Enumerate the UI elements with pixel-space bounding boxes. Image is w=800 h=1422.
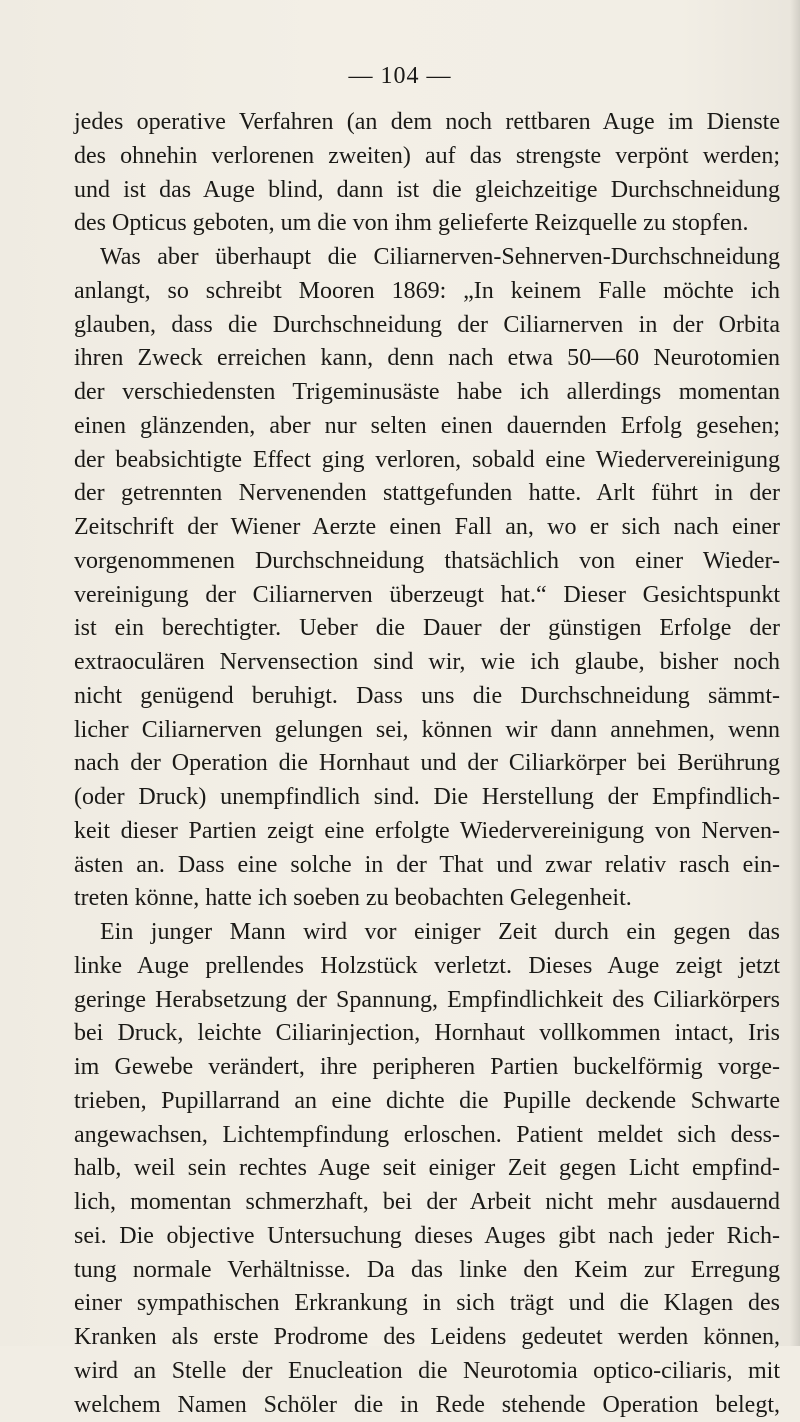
text-line: einen glänzenden, aber nur selten einen dauernden Erfolg gesehen; [74,410,780,444]
page-edge-shadow [790,0,800,1346]
paragraph-start-line: Was aber überhaupt die Ciliarnerven-Sehnerven-Durchschneidung [74,241,780,275]
text-line: glauben, dass die Durchschneidung der Ciliarnerven in der Orbita [74,309,780,343]
text-line: einer sympathischen Erkrankung in sich trägt und die Klagen des [74,1287,780,1321]
text-line: keit dieser Partien zeigt eine erfolgte Wiedervereinigung von Nerven- [74,815,780,849]
text-line: welchem Namen Schöler die in Rede stehende Operation belegt, [74,1389,780,1422]
text-line: vorgenommenen Durchschneidung thatsächlich von einer Wieder- [74,545,780,579]
text-line: sei. Die objective Untersuchung dieses Auges gibt nach jeder Rich- [74,1220,780,1254]
text-line: trieben, Pupillarrand an eine dichte die Pupille deckende Schwarte [74,1085,780,1119]
text-line: bei Druck, leichte Ciliarinjection, Hornhaut vollkommen intact, Iris [74,1017,780,1051]
text-line: im Gewebe verändert, ihre peripheren Partien buckelförmig vorge- [74,1051,780,1085]
text-line: halb, weil sein rechtes Auge seit einiger Zeit gegen Licht empfind- [74,1152,780,1186]
text-line: lich, momentan schmerzhaft, bei der Arbeit nicht mehr ausdauernd [74,1186,780,1220]
text-line: des Opticus geboten, um die von ihm gelieferte Reizquelle zu stopfen. [74,207,780,241]
text-line: nach der Operation die Hornhaut und der Ciliarkörper bei Berührung [74,747,780,781]
text-line: ist ein berechtigter. Ueber die Dauer der günstigen Erfolge der [74,612,780,646]
text-line: des ohnehin verlorenen zweiten) auf das strengste verpönt werden; [74,140,780,174]
text-line: nicht genügend beruhigt. Dass uns die Durchschneidung sämmt- [74,680,780,714]
text-line: (oder Druck) unempfindlich sind. Die Herstellung der Empfindlich- [74,781,780,815]
paragraph-start-line: Ein junger Mann wird vor einiger Zeit durch ein gegen das [74,916,780,950]
text-line: der getrennten Nervenenden stattgefunden hatte. Arlt führt in der [74,477,780,511]
text-line: jedes operative Verfahren (an dem noch rettbaren Auge im Dienste [74,106,780,140]
text-line: linke Auge prellendes Holzstück verletzt. Dieses Auge zeigt jetzt [74,950,780,984]
text-line: angewachsen, Lichtempfindung erloschen. Patient meldet sich dess- [74,1119,780,1153]
text-line: treten könne, hatte ich soeben zu beobachten Gelegenheit. [74,882,780,916]
text-line: extraoculären Nervensection sind wir, wie ich glaube, bisher noch [74,646,780,680]
text-line: der beabsichtigte Effect ging verloren, sobald eine Wiedervereinigung [74,444,780,478]
text-line: tung normale Verhältnisse. Da das linke den Keim zur Erregung [74,1254,780,1288]
text-line: anlangt, so schreibt Mooren 1869: „In keinem Falle möchte ich [74,275,780,309]
text-line: ästen an. Dass eine solche in der That und zwar relativ rasch ein- [74,849,780,883]
text-line: wird an Stelle der Enucleation die Neurotomia optico-ciliaris, mit [74,1355,780,1389]
body-text [74,106,780,1422]
text-line: vereinigung der Ciliarnerven überzeugt hat.“ Dieser Gesichtspunkt [74,579,780,613]
text-line: ihren Zweck erreichen kann, denn nach etwa 50—60 Neurotomien [74,342,780,376]
text-line: und ist das Auge blind, dann ist die gleichzeitige Durchschneidung [74,174,780,208]
page-number: — 104 — [0,63,800,90]
text-line: Zeitschrift der Wiener Aerzte einen Fall an, wo er sich nach einer [74,511,780,545]
text-line: der verschiedensten Trigeminusäste habe ich allerdings momentan [74,376,780,410]
text-line: licher Ciliarnerven gelungen sei, können wir dann annehmen, wenn [74,714,780,748]
text-line: Kranken als erste Prodrome des Leidens gedeutet werden können, [74,1321,780,1355]
text-line: geringe Herabsetzung der Spannung, Empfindlichkeit des Ciliarkörpers [74,984,780,1018]
